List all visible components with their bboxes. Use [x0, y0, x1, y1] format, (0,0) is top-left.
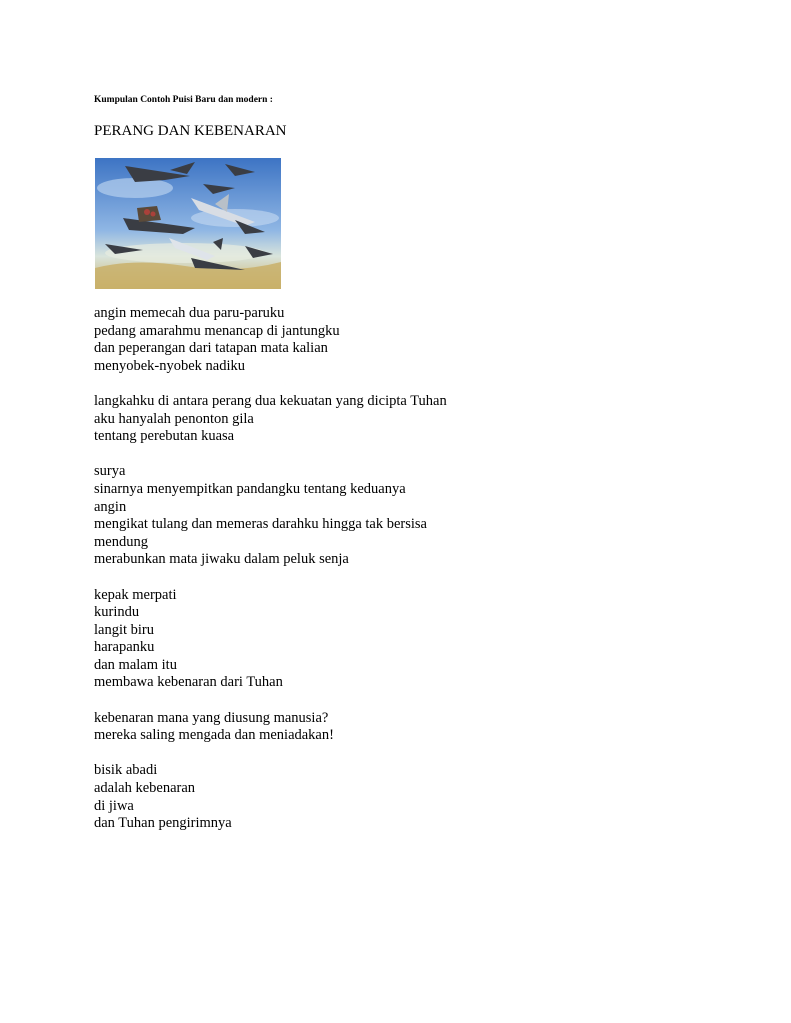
poem-line: angin — [94, 498, 127, 515]
poem-line: langit biru — [94, 621, 155, 638]
war-illustration-image — [95, 158, 281, 289]
poem-line: surya — [94, 463, 126, 480]
poem-line: mereka saling mengada dan meniadakan! — [94, 727, 334, 744]
poem-line: bisik abadi — [94, 762, 158, 779]
poem-line: pedang amarahmu menancap di jantungku — [94, 322, 340, 339]
poem-line: langkahku di antara perang dua kekuatan yang dicipta Tuhan — [94, 392, 447, 409]
poem-stanza — [94, 762, 694, 832]
poem-line: menyobek-nyobek nadiku — [94, 357, 246, 374]
poem-line: angin memecah dua paru-paruku — [94, 305, 285, 321]
poem-stanza — [94, 710, 694, 745]
poem-stanza — [94, 393, 694, 446]
poem-line: di jiwa — [94, 797, 134, 814]
poem-stanza — [94, 463, 694, 569]
poem-line: kepak merpati — [94, 586, 177, 603]
poem-line: kurindu — [94, 604, 140, 621]
poem-line: sinarnya menyempitkan pandangku tentang keduanya — [94, 480, 406, 497]
poem-line: mendung — [94, 533, 148, 550]
poem-title: PERANG DAN KEBENARAN — [94, 123, 287, 139]
document-subtitle: Kumpulan Contoh Puisi Baru dan modern : — [94, 95, 273, 105]
war-planes-painting — [95, 158, 281, 289]
poem-line: tentang perebutan kuasa — [94, 428, 235, 445]
poem-line: adalah kebenaran — [94, 780, 196, 797]
poem-line: dan malam itu — [94, 656, 177, 673]
poem-line: dan Tuhan pengirimnya — [94, 815, 232, 832]
poem-line: harapanku — [94, 639, 155, 656]
poem-stanza — [94, 305, 694, 375]
poem-body — [94, 305, 694, 850]
poem-stanza — [94, 587, 694, 693]
poem-line: membawa kebenaran dari Tuhan — [94, 674, 283, 691]
poem-line: merabunkan mata jiwaku dalam peluk senja — [94, 551, 349, 568]
poem-line: mengikat tulang dan memeras darahku hingga tak bersisa — [94, 516, 427, 533]
poem-line: dan peperangan dari tatapan mata kalian — [94, 340, 328, 357]
poem-line: aku hanyalah penonton gila — [94, 410, 254, 427]
poem-line: kebenaran mana yang diusung manusia? — [94, 709, 329, 726]
